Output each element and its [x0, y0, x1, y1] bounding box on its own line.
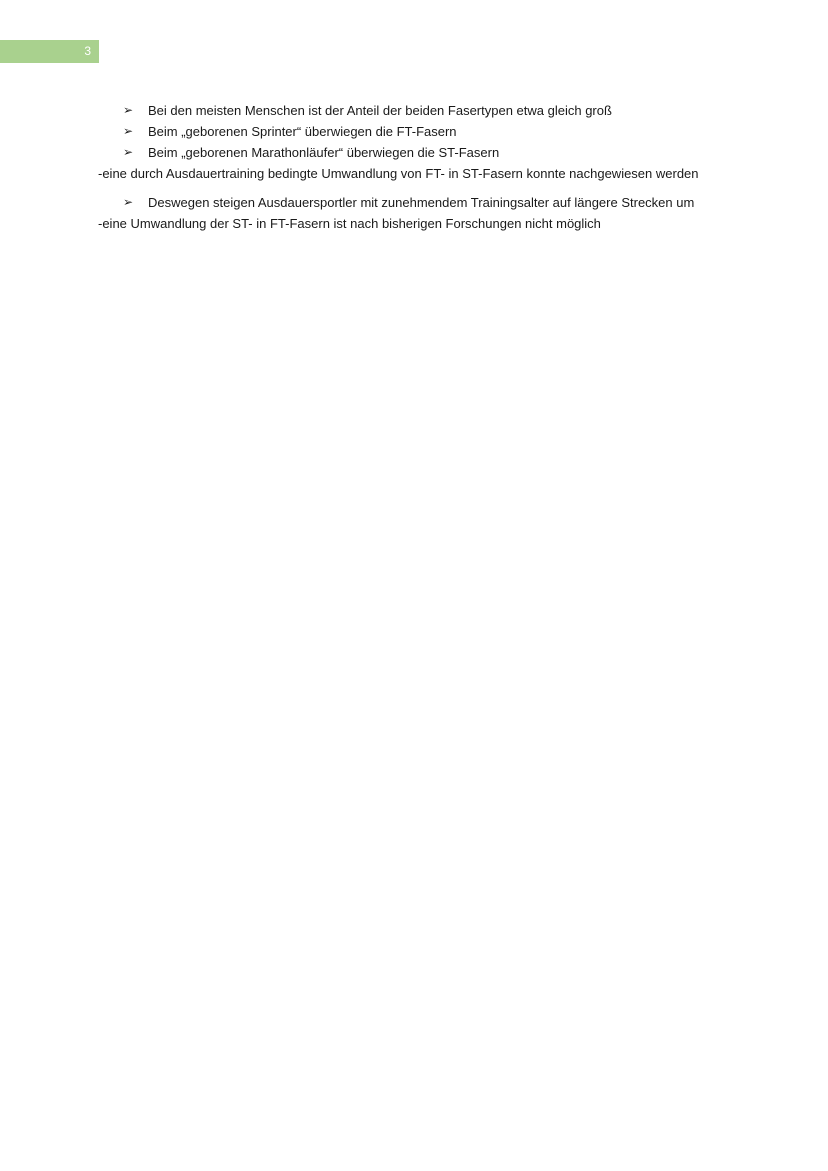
page-number-tab — [0, 40, 99, 63]
list-item — [123, 192, 738, 213]
arrow-bullet-icon: ➢ — [123, 195, 134, 209]
list-item-text: Deswegen steigen Ausdauersportler mit zunehmendem Trainingsalter auf längere Strecken um — [148, 195, 695, 210]
list-item-text: Beim „geborenen Marathonläufer“ überwiegen die ST-Fasern — [148, 145, 500, 160]
paragraph-conversion-st-to-ft: -eine Umwandlung der ST- in FT-Fasern ist nach bisherigen Forschungen nicht möglich — [98, 216, 601, 231]
list-item-text: Bei den meisten Menschen ist der Anteil der beiden Fasertypen etwa gleich groß — [148, 103, 612, 118]
arrow-bullet-icon: ➢ — [123, 145, 134, 159]
bullet-list-fiber-types — [98, 100, 738, 163]
page-number: 3 — [84, 44, 91, 58]
list-item-text: Beim „geborenen Sprinter“ überwiegen die FT-Fasern — [148, 124, 457, 139]
list-item — [123, 121, 738, 142]
page-content — [98, 100, 738, 234]
bullet-list-endurance — [98, 192, 738, 213]
arrow-bullet-icon: ➢ — [123, 103, 134, 117]
arrow-bullet-icon: ➢ — [123, 124, 134, 138]
list-item — [123, 100, 738, 121]
list-item — [123, 142, 738, 163]
paragraph-conversion-ft-to-st: -eine durch Ausdauertraining bedingte Umwandlung von FT- in ST-Fasern konnte nachgewiesen werden — [98, 166, 699, 181]
